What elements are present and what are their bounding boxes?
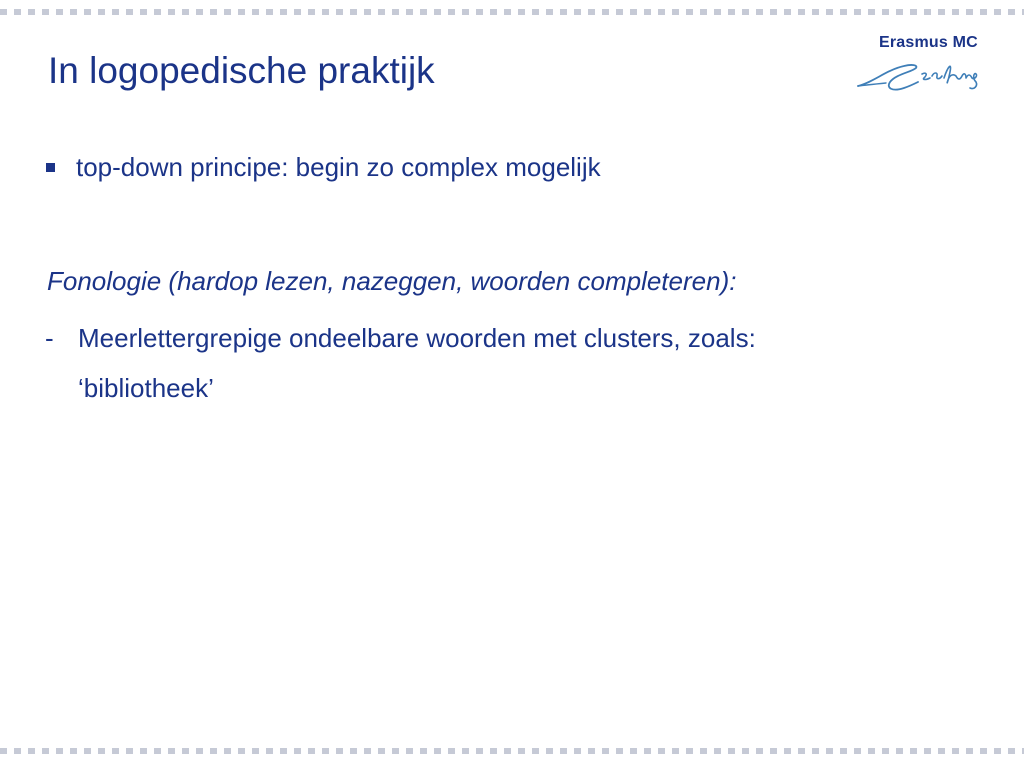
erasmus-signature-icon <box>852 52 1002 96</box>
bullet-item <box>46 152 601 183</box>
square-bullet-icon <box>46 163 55 172</box>
top-dotted-border <box>0 9 1024 15</box>
bullet-text: top-down principe: begin zo complex mogelijk <box>76 152 601 182</box>
section-heading: Fonologie (hardop lezen, nazeggen, woorden completeren): <box>47 266 737 296</box>
logo-text: Erasmus MC <box>879 34 978 51</box>
dash-item-line-1: Meerlettergrepige ondeelbare woorden met clusters, zoals: <box>78 323 756 353</box>
bottom-dotted-border <box>0 748 1024 754</box>
slide-title: In logopedische praktijk <box>48 50 435 91</box>
dash-marker: - <box>45 323 54 353</box>
erasmus-mc-logo <box>852 34 1002 98</box>
dash-item-line-2: ‘bibliotheek’ <box>78 373 214 403</box>
